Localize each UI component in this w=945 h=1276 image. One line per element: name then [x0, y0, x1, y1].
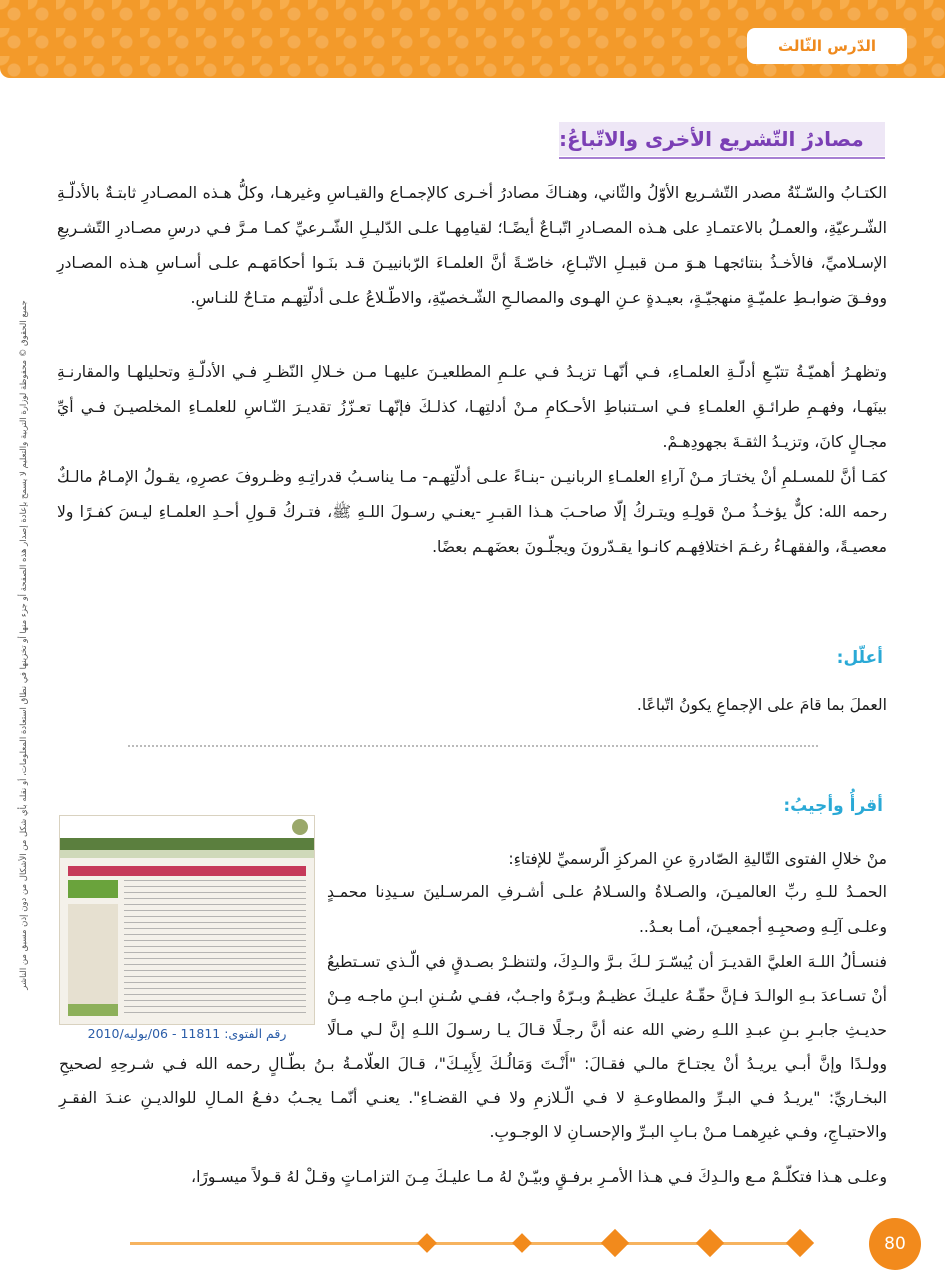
- footer-ornament: [601, 1229, 629, 1257]
- lesson-label: الدّرس الثّالث: [747, 28, 907, 64]
- paragraph-2: وتظهـرُ أهميّـةُ تتبّـعِ أدلّـةِ العلمـاءِ، فـي أنّهـا تزيـدُ فـي علـمِ المطلعيـنَ عليهـا مـن خـلالِ النّظـرِ فـي الأدلّـةِ وتحليلهـا والمقارنـةِ بينَهـا، وفهـمِ طرائـقِ العلمـاءِ فـي اسـتنباطِ الأحـكامِ مـنْ أدلتِهـا، كذلـكَ فإنّهـا تعـزّزُ تقديـرَ النّـاسِ للعلمـاءِ المخلصيـنَ فـي أيِّ مجـالٍ كانَ، وتزيـدُ الثقـةَ بجهودِهـمْ.: [57, 363, 887, 451]
- footer-ornament: [786, 1229, 814, 1257]
- read-answer-heading: أقرأُ وأجيبُ:: [783, 796, 883, 816]
- section-title: مصادرُ التّشريع الأخرى والاتّباعُ:: [559, 122, 885, 156]
- explain-text: العملَ بما قامَ على الإجماعِ يكونُ اتّباعًا.: [636, 696, 887, 714]
- explain-heading: أعلّل:: [836, 648, 883, 668]
- copyright-note: جميع الحقوق © محفوظة لوزارة التربية والتعليم لا يسمح بإعادة إصدار هذه الصفحة أو جزء منها أو تخزينها في نطاق استعادة المعلومات، أو نقله بأي شكل من الأشكال من دون إذن مسبق من الناشر: [19, 300, 29, 990]
- footer-ornament: [417, 1233, 437, 1253]
- fatwa-intro: منْ خلالِ الفتوى التّاليةِ الصّادرةِ عنِ المركزِ الّرسميِّ للإفتاءِ:: [508, 850, 887, 868]
- emblem-icon: [292, 819, 308, 835]
- fatwa-para-3: وعلـى هـذا فتكلّـمْ مـع والـدِكَ فـي هـذا الأمـرِ برفـقٍ وبيّـنْ لهُ مـا عليـكَ مِـنَ التزامـاتٍ وقـلْ لهُ قـولاً ميسـورًا،: [191, 1168, 887, 1186]
- divider: [128, 745, 818, 747]
- footer-ornament: [696, 1229, 724, 1257]
- figure-caption: رقم الفتوى: 11811 - 06/يوليه/2010: [87, 1026, 287, 1041]
- paragraph-1: الكتـابُ والسّـنّةُ مصدر التّشـريع الأوّلُ والثّاني، وهنـاكَ مصادرُ أخـرى كالإجمـاع والقيـاسِ وغيرهـا، وكلُّ هـذه المصـادرِ ثابتـةٌ بالأدلّـةِ الشّـرعيّةِ، والعمـلُ بالاعتمـادِ على هـذه المصـادرِ اتّبـاعٌ أيضًـا؛ لقيامِهـا علـى الدّليـلِ الشّـرعيِّ كمـا مـرَّ فـي درسِ مصـادرِ التّشـريعِ الإسـلاميِّ، فالأخـذُ بنتائجهـا هـوَ مـن قبيـلِ الاتّبـاعِ، خاصّـةً أنَّ العلمـاءَ الرّبانييـنَ قـد بنَـوا أحكامَهـم علـى أسـاسِ هـذه المصـادرِ ووفـقَ ضوابـطِ علميّـةٍ منهجيّـةٍ، بعيـدةٍ عـنِ الهـوى والمصالـحِ الشّـخصيّةِ، والاطّـلاعُ علـى أدلّتِهـم متـاحٌ للنـاسِ.: [57, 184, 887, 307]
- paragraph-3: كمَـا أنَّ للمسـلمِ أنْ يختـارَ مـنْ آراءِ العلمـاءِ الربانيـن -بنـاءً علـى أدلّتِهـم- مـا يناسـبُ قدراتِـهِ وظـروفَ عصرِهِ، يقـولُ الإمـامُ مالـكٌ رحمه الله: كلٌّ يؤخـذُ مـنْ قولِـهِ ويتـركُ إلّا صاحـبَ هـذا القبـرِ -يعنـي رسـولَ اللـهِ ﷺ، فتـركُ قـولِ أحـدِ العلمـاءِ ليـسَ كفـرًا ولا معصيـةً، والفقهـاءُ رغـمَ اختلافِهـم كانـوا يقـدّرونَ ويجلّـونَ بعضَهـم بعضًا.: [57, 468, 887, 556]
- title-underline: [559, 157, 885, 159]
- footer-ornament: [512, 1233, 532, 1253]
- float-spacer: [59, 945, 327, 1015]
- page-number: 80: [869, 1218, 921, 1270]
- fatwa-para-1: الحمـدُ للـهِ ربِّ العالميـنَ، والصـلاةُ والسـلامُ علـى أشـرفِ المرسـلينَ سـيدِنا محمـدٍ وعلـى آلِـهِ وصحبِـهِ أجمعيـنَ، أمـا بعـدُ..: [327, 883, 887, 936]
- fatwa-para-2: فنسـألُ اللـهَ العليَّ القديـرَ أن يُيسّـرَ لـكَ بـرَّ والـدِكَ، ولتنظـرْ بصـدقٍ في الّـذي تسـتطيعُ أنْ تسـاعدَ بـهِ الوالـدَ فـإنَّ حقّـهُ عليـكَ عظيـمٌ وبـرّهُ واجـبٌ، ففـي سُـننِ ابـنِ ماجـه مِـنْ حديـثِ جابـرِ بـنِ عبـدِ اللـهِ رضي الله عنه أنَّ رجـلًا قـالَ يـا رسـولَ اللـهِ إنَّ لـي مـالًا وولـدًا وإنَّ أبـي يريـدُ أنْ يجتـاحَ مالـي فقـالَ: "أَنْـتَ وَمَالُـكَ لِأَبِيـكَ"، قـالَ العلّامـةُ بـنُ بطّـالٍ رحمه الله فـي شـرحِهِ لصحيحِ البخـاريِّ: "يريـدُ فـي البـرِّ والمطاوعـةِ لا فـي الّـلازمِ ولا فـي القضـاءِ". يعنـي أنّمـا يجـبُ دفـعُ المـالِ للوالديـنِ عنـدَ الفقـرِ والاحتيـاجِ، وفـي غيرِهمـا مـنْ بـابِ البـرِّ والإحسـانِ لا الوجـوبِ.: [59, 945, 887, 1155]
